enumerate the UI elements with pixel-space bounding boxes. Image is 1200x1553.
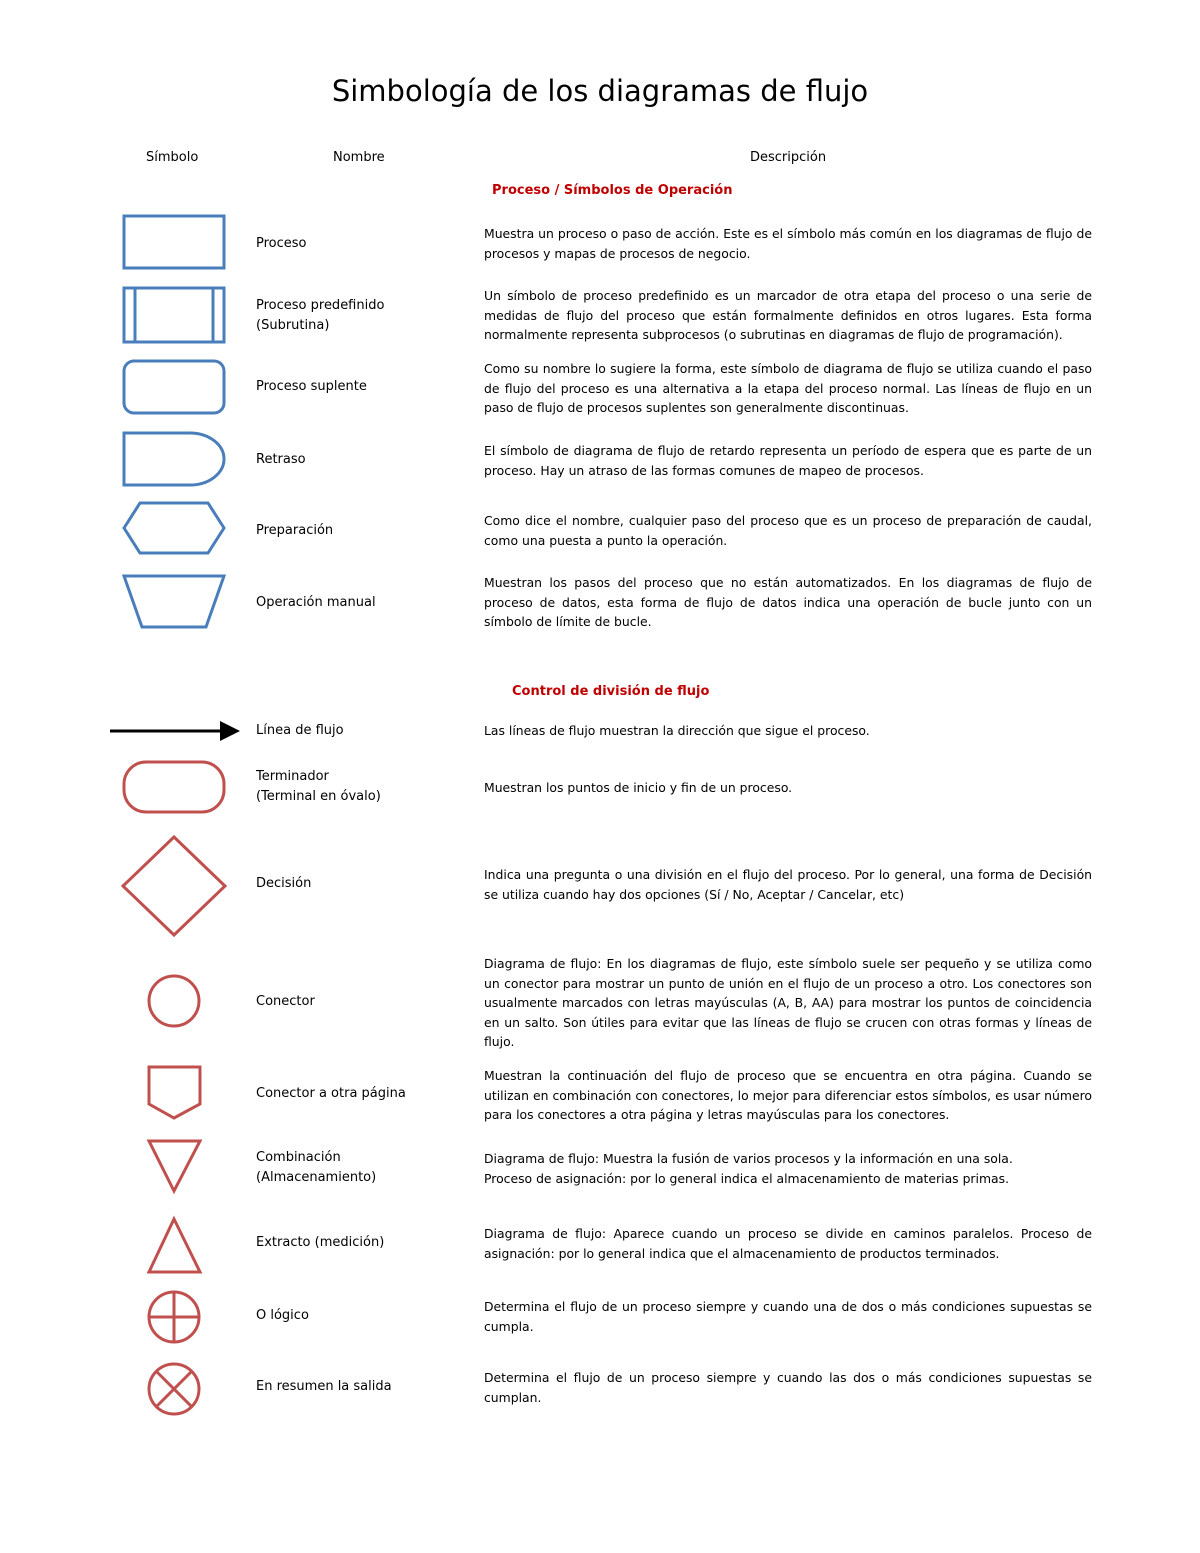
symbol-description: Diagrama de flujo: Muestra la fusión de varios procesos y la información en una sola. Proceso de asignación: por lo general indica el almacenamiento de materias primas. xyxy=(484,1151,1013,1186)
symbol-description: Muestran los puntos de inicio y fin de un proceso. xyxy=(484,780,793,795)
page-title: Simbología de los diagramas de flujo xyxy=(331,74,869,108)
symbol-description: Como dice el nombre, cualquier paso del proceso que es un proceso de preparación de caudal, como una puesta a punto la operación. xyxy=(484,513,1092,548)
symbol-name: En resumen la salida xyxy=(256,1379,392,1394)
column-header-description: Descripción xyxy=(750,150,827,165)
symbol-name: Conector a otra página xyxy=(256,1086,406,1101)
flow-line-arrow-icon xyxy=(104,718,244,744)
symbol-name: Proceso xyxy=(256,236,307,251)
symbol-description: Un símbolo de proceso predefinido es un marcador de otra etapa del proceso o una serie de medidas de flujo del proceso que están formalmente definidos en otros lugares. Esta forma normalmente representa subprocesos (o subrutinas en diagramas de flujo de programación). xyxy=(484,288,1092,342)
merge-triangle-icon xyxy=(104,1138,244,1196)
symbol-description: Determina el flujo de un proceso siempre y cuando las dos o más condiciones supuestas se cumplan. xyxy=(484,1370,1092,1405)
symbol-name: O lógico xyxy=(256,1308,309,1323)
predefined-process-icon xyxy=(104,286,244,346)
terminator-icon xyxy=(104,759,244,819)
symbol-name: Proceso predefinido (Subrutina) xyxy=(256,298,385,333)
alternate-process-icon xyxy=(104,359,244,419)
column-header-name: Nombre xyxy=(333,150,385,165)
symbol-description: Indica una pregunta o una división en el flujo del proceso. Por lo general, una forma de Decisión se utiliza cuando hay dos opciones (Sí / No, Aceptar / Cancelar, etc) xyxy=(484,867,1092,902)
symbol-description: El símbolo de diagrama de flujo de retardo representa un período de espera que es parte de un proceso. Hay un atraso de las formas comunes de mapeo de procesos. xyxy=(484,443,1092,478)
symbol-description: Determina el flujo de un proceso siempre y cuando una de dos o más condiciones supuestas se cumpla. xyxy=(484,1299,1092,1334)
symbol-description: Las líneas de flujo muestran la dirección que sigue el proceso. xyxy=(484,723,870,738)
preparation-hexagon-icon xyxy=(104,501,244,557)
symbol-name: Terminador (Terminal en óvalo) xyxy=(256,769,381,804)
decision-diamond-icon xyxy=(104,834,244,940)
symbol-description: Muestra un proceso o paso de acción. Este es el símbolo más común en los diagramas de flujo de procesos y mapas de procesos de negocio. xyxy=(484,226,1092,261)
logical-or-icon xyxy=(104,1287,244,1347)
symbol-name: Combinación (Almacenamiento) xyxy=(256,1150,377,1185)
summing-junction-icon xyxy=(104,1359,244,1419)
symbol-description: Diagrama de flujo: En los diagramas de flujo, este símbolo suele ser pequeño y se utiliza como un conector para mostrar un punto de unión en el flujo de un proceso a otro. Los conectores son usualmente marcados con letras mayúsculas (A, B, AA) para mostrar los puntos de coincidencia en un salto. Son útiles para evitar que las líneas de flujo se crucen con otras formas y líneas de flujo. xyxy=(484,956,1092,1049)
section-title-flow-control: Control de división de flujo xyxy=(512,684,710,699)
symbol-name: Proceso suplente xyxy=(256,379,367,394)
section-title-process: Proceso / Símbolos de Operación xyxy=(492,183,733,198)
symbol-name: Decisión xyxy=(256,876,312,891)
process-rectangle-icon xyxy=(104,214,244,274)
symbol-description: Muestran la continuación del flujo de proceso que se encuentra en otra página. Cuando se utilizan en combinación con conectores, lo mejor para diferenciar estos símbolos, es usar número para los conectores a otra página y letras mayúsculas para los conectores. xyxy=(484,1068,1092,1122)
connector-circle-icon xyxy=(104,972,244,1032)
symbol-name: Operación manual xyxy=(256,595,376,610)
symbol-name: Extracto (medición) xyxy=(256,1235,385,1250)
symbol-name: Retraso xyxy=(256,452,306,467)
off-page-connector-icon xyxy=(104,1064,244,1124)
column-header-symbol: Símbolo xyxy=(146,150,199,165)
manual-operation-icon xyxy=(104,573,244,631)
symbol-name: Línea de flujo xyxy=(256,723,344,738)
symbol-name: Conector xyxy=(256,994,315,1009)
delay-icon xyxy=(104,431,244,491)
symbol-description: Muestran los pasos del proceso que no están automatizados. En los diagramas de flujo de proceso de datos, esta forma de flujo de datos indica una operación de bucle junto con un símbolo de límite de bucle. xyxy=(484,575,1092,629)
symbol-description: Diagrama de flujo: Aparece cuando un proceso se divide en caminos paralelos. Proceso de asignación: por lo general indica que el almacenamiento de productos terminados. xyxy=(484,1226,1092,1261)
extract-triangle-icon xyxy=(104,1214,244,1276)
symbol-name: Preparación xyxy=(256,523,334,538)
symbol-description: Como su nombre lo sugiere la forma, este símbolo de diagrama de flujo se utiliza cuando el paso de flujo del proceso es una alternativa a la etapa del proceso normal. Las líneas de flujo en un paso de flujo de procesos suplentes son generalmente discontinuas. xyxy=(484,361,1092,415)
